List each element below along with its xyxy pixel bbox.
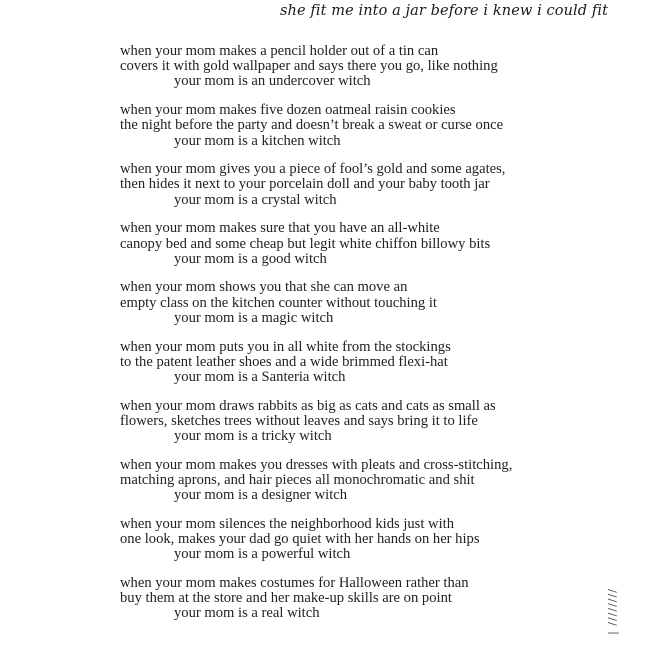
stanza-refrain: your mom is a real witch	[174, 605, 320, 622]
stanza-line: empty class on the kitchen counter without touching it	[120, 294, 437, 311]
stanza-refrain: your mom is an undercover witch	[174, 73, 371, 90]
running-title: she fit me into a jar before i knew i could fit	[280, 3, 608, 19]
stanza-line: when your mom makes a pencil holder out of a tin can	[120, 43, 439, 59]
stanza-line: when your mom makes sure that you have an all-white	[120, 220, 440, 237]
stanza-line: canopy bed and some cheap but legit white chiffon billowy bits	[120, 235, 491, 252]
stanza-4	[120, 221, 590, 267]
stanza-line: when your mom draws rabbits as big as cats and cats as small as	[120, 397, 496, 414]
stanza-3	[120, 162, 590, 208]
stanza-line: when your mom makes you dresses with pleats and cross-stitching,	[120, 456, 513, 473]
poem	[120, 44, 590, 635]
stanza-10	[120, 576, 590, 622]
stanza-refrain: your mom is a good witch	[174, 250, 327, 267]
stanza-refrain: your mom is a kitchen witch	[174, 132, 341, 149]
stanza-line: the night before the party and doesn’t break a sweat or curse once	[120, 117, 504, 134]
stanza-refrain: your mom is a tricky witch	[174, 428, 332, 445]
stanza-line: one look, makes your dad go quiet with her hands on her hips	[120, 531, 480, 548]
page-mark-glyphs: | ////////	[605, 587, 619, 635]
stanza-refrain: your mom is a crystal witch	[174, 191, 337, 208]
stanza-8	[120, 458, 590, 504]
stanza-refrain: your mom is a powerful witch	[174, 546, 351, 563]
stanza-line: when your mom puts you in all white from the stockings	[120, 338, 451, 355]
stanza-line: when your mom makes costumes for Halloween rather than	[120, 574, 469, 591]
stanza-line: when your mom silences the neighborhood kids just with	[120, 515, 454, 532]
stanza-line: when your mom shows you that she can move an	[120, 279, 408, 296]
page-mark	[604, 580, 620, 642]
stanza-2	[120, 103, 590, 149]
stanza-line: flowers, sketches trees without leaves and says bring it to life	[120, 412, 478, 429]
stanza-line: when your mom gives you a piece of fool’s gold and some agates,	[120, 161, 506, 178]
stanza-line: covers it with gold wallpaper and says there you go, like nothing	[120, 58, 498, 75]
stanza-1	[120, 44, 590, 90]
stanza-9	[120, 517, 590, 563]
stanza-line: then hides it next to your porcelain doll and your baby tooth jar	[120, 176, 490, 193]
stanza-refrain: your mom is a designer witch	[174, 487, 348, 504]
stanza-refrain: your mom is a magic witch	[174, 309, 334, 326]
stanza-7	[120, 399, 590, 445]
stanza-line: to the patent leather shoes and a wide brimmed flexi-hat	[120, 353, 448, 370]
stanza-5	[120, 280, 590, 326]
stanza-line: matching aprons, and hair pieces all monochromatic and shit	[120, 471, 475, 488]
stanza-line: when your mom makes five dozen oatmeal raisin cookies	[120, 102, 456, 119]
stanza-line: buy them at the store and her make-up skills are on point	[120, 590, 452, 607]
stanza-6	[120, 340, 590, 386]
stanza-refrain: your mom is a Santeria witch	[174, 368, 346, 385]
